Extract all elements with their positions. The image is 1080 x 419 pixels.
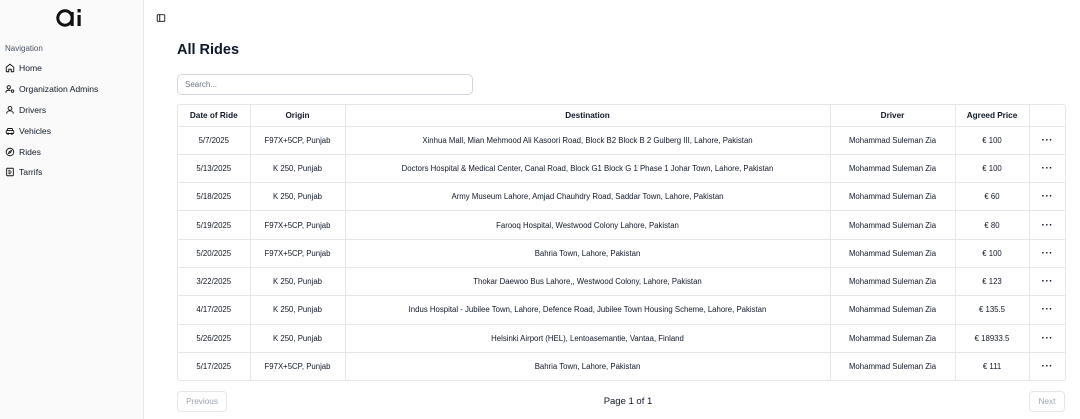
- cell-driver: Mohammad Suleman Zia: [830, 183, 955, 211]
- rides-table: [177, 104, 1066, 381]
- column-header-actions: [1029, 105, 1065, 126]
- car-icon: [5, 126, 15, 136]
- cell-destination: Farooq Hospital, Westwood Colony Lahore, Pakistan: [345, 211, 830, 239]
- nav-heading: Navigation: [5, 44, 43, 53]
- column-header-agreed-price: Agreed Price: [955, 105, 1029, 126]
- column-header-destination: Destination: [345, 105, 830, 126]
- column-header-origin: Origin: [250, 105, 345, 126]
- sidebar-nav: [0, 58, 144, 183]
- cell-destination: Indus Hospital - Jubilee Town, Lahore, Defence Road, Jubilee Town Housing Scheme, Lahore, Pakistan: [345, 296, 830, 324]
- cell-driver: Mohammad Suleman Zia: [830, 126, 955, 154]
- page-title: All Rides: [177, 42, 240, 58]
- next-page-button[interactable]: Next: [1029, 391, 1065, 412]
- cell-destination: Bahria Town, Lahore, Pakistan: [345, 239, 830, 267]
- row-actions-button[interactable]: ···: [1029, 183, 1065, 211]
- cell-driver: Mohammad Suleman Zia: [830, 324, 955, 352]
- cell-driver: Mohammad Suleman Zia: [830, 352, 955, 380]
- cell-origin: K 250, Punjab: [250, 324, 345, 352]
- sidebar-item-organization-admins[interactable]: [0, 79, 144, 100]
- cell-price: € 60: [955, 183, 1029, 211]
- cell-price: € 18933.5: [955, 324, 1029, 352]
- compass-icon: [5, 147, 15, 157]
- row-actions-button[interactable]: ···: [1029, 296, 1065, 324]
- sidebar-toggle-icon[interactable]: [156, 10, 166, 20]
- cell-origin: F97X+5CP, Punjab: [250, 352, 345, 380]
- row-actions-button[interactable]: ···: [1029, 239, 1065, 267]
- receipt-icon: [5, 167, 15, 177]
- sidebar-item-label: Drivers: [19, 104, 47, 115]
- cell-origin: F97X+5CP, Punjab: [250, 211, 345, 239]
- sidebar-item-label: Organization Admins: [19, 84, 99, 95]
- cell-driver: Mohammad Suleman Zia: [830, 211, 955, 239]
- table-row: [178, 239, 1065, 267]
- sidebar-item-label: Tarrifs: [19, 167, 43, 178]
- table-row: [178, 296, 1065, 324]
- row-actions-button[interactable]: ···: [1041, 361, 1053, 373]
- cell-date: 5/26/2025: [178, 324, 250, 352]
- cell-price: € 100: [955, 154, 1029, 182]
- cell-driver: Mohammad Suleman Zia: [830, 267, 955, 295]
- sidebar: [0, 0, 144, 419]
- sidebar-item-home[interactable]: [0, 58, 144, 79]
- table-row: [178, 183, 1065, 211]
- sidebar-item-tarrifs[interactable]: [0, 162, 144, 183]
- table-row: [178, 267, 1065, 295]
- cell-origin: K 250, Punjab: [250, 296, 345, 324]
- row-actions-button[interactable]: ···: [1029, 154, 1065, 182]
- row-actions-button[interactable]: ···: [1029, 267, 1065, 295]
- cell-date: 5/18/2025: [178, 183, 250, 211]
- cell-price: € 135.5: [955, 296, 1029, 324]
- sidebar-item-vehicles[interactable]: [0, 120, 144, 141]
- cell-price: € 100: [955, 239, 1029, 267]
- cell-date: 3/22/2025: [178, 267, 250, 295]
- row-actions-button[interactable]: ···: [1029, 126, 1065, 154]
- sidebar-item-rides[interactable]: [0, 141, 144, 162]
- cell-origin: F97X+5CP, Punjab: [250, 126, 345, 154]
- cell-date: 4/17/2025: [178, 296, 250, 324]
- cell-date: 5/7/2025: [178, 126, 250, 154]
- cell-price: € 80: [955, 211, 1029, 239]
- sidebar-item-drivers[interactable]: [0, 100, 144, 121]
- cell-destination: Bahria Town, Lahore, Pakistan: [345, 352, 830, 380]
- row-actions-button[interactable]: ···: [1029, 324, 1065, 352]
- user-icon: [5, 105, 15, 115]
- user-gear-icon: [5, 84, 15, 94]
- search-input[interactable]: [177, 74, 473, 95]
- cell-driver: Mohammad Suleman Zia: [830, 239, 955, 267]
- sidebar-item-label: Vehicles: [19, 125, 52, 136]
- cell-origin: K 250, Punjab: [250, 154, 345, 182]
- cell-destination: Xinhua Mall, Mian Mehmood Ali Kasoori Road, Block B2 Block B 2 Gulberg III, Lahore, Pakistan: [345, 126, 830, 154]
- sidebar-item-label: Home: [19, 63, 42, 74]
- cell-origin: K 250, Punjab: [250, 267, 345, 295]
- cell-date: 5/20/2025: [178, 239, 250, 267]
- cell-price: € 123: [955, 267, 1029, 295]
- column-header-date: Date of Ride: [178, 105, 250, 126]
- cell-destination: Army Museum Lahore, Amjad Chauhdry Road, Saddar Town, Lahore, Pakistan: [345, 183, 830, 211]
- cell-date: 5/19/2025: [178, 211, 250, 239]
- cell-destination: Helsinki Airport (HEL), Lentoasemantie, Vantaa, Finland: [345, 324, 830, 352]
- column-header-driver: Driver: [830, 105, 955, 126]
- cell-destination: Thokar Daewoo Bus Lahore,, Westwood Colony, Lahore, Pakistan: [345, 267, 830, 295]
- cell-date: 5/17/2025: [178, 352, 250, 380]
- table-row: [178, 352, 1065, 380]
- table-row: [178, 324, 1065, 352]
- cell-origin: F97X+5CP, Punjab: [250, 239, 345, 267]
- home-icon: [5, 63, 15, 73]
- cell-price: € 100: [955, 126, 1029, 154]
- cell-driver: Mohammad Suleman Zia: [830, 154, 955, 182]
- page-indicator: Page 1 of 1: [603, 396, 653, 407]
- cell-price: € 111: [955, 352, 1029, 380]
- sidebar-item-label: Rides: [19, 146, 41, 157]
- previous-page-button[interactable]: Previous: [177, 391, 227, 412]
- table-header-row: [178, 105, 1065, 126]
- logo[interactable]: [55, 6, 85, 28]
- table-row: [178, 154, 1065, 182]
- cell-date: 5/13/2025: [178, 154, 250, 182]
- cell-origin: K 250, Punjab: [250, 183, 345, 211]
- table-row: [178, 126, 1065, 154]
- row-actions-button[interactable]: ···: [1029, 211, 1065, 239]
- cell-destination: Doctors Hospital & Medical Center, Canal Road, Block G1 Block G 1 Phase 1 Johar Town, Lahore, Pakistan: [345, 154, 830, 182]
- table-row: [178, 211, 1065, 239]
- cell-driver: Mohammad Suleman Zia: [830, 296, 955, 324]
